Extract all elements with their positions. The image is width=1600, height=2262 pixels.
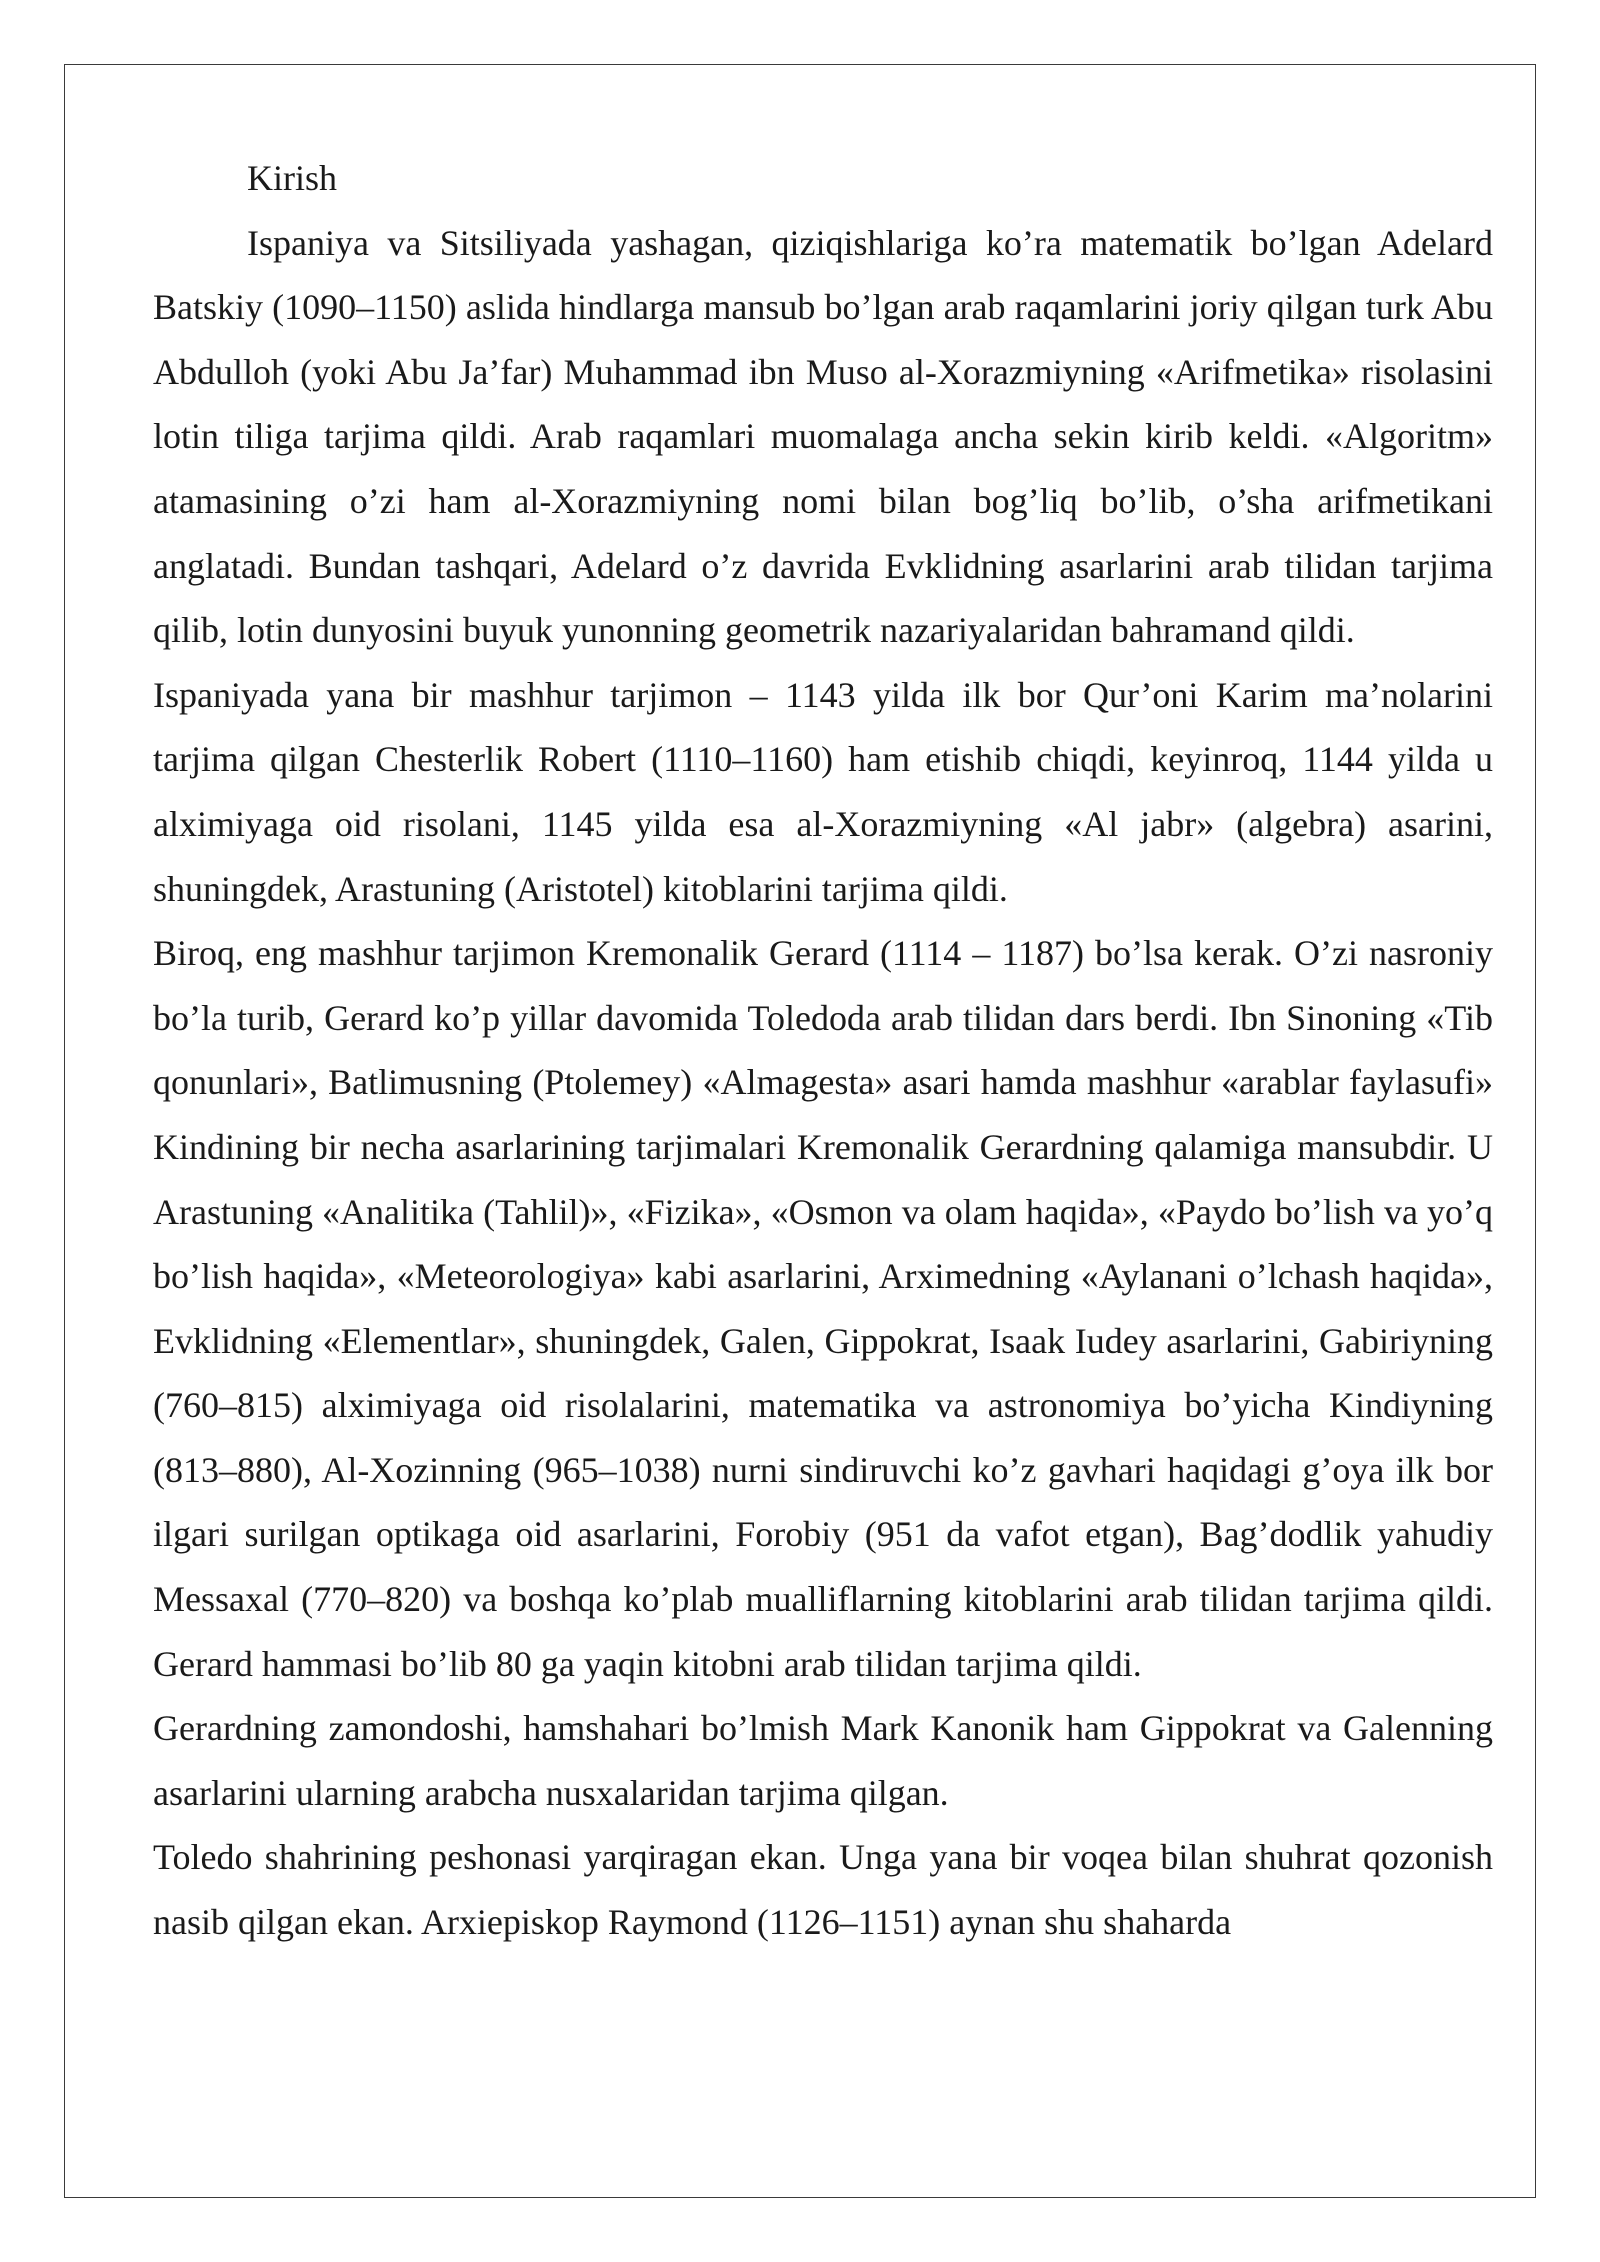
paragraph-mark-kanonik: Gerardning zamondoshi, hamshahari bo’lmish Mark Kanonik ham Gippokrat va Galenning asarlarini ularning arabcha nusxalaridan tarjima qilgan. bbox=[153, 1708, 1493, 1813]
paragraph-toledo: Toledo shahrining peshonasi yarqiragan ekan. Unga yana bir voqea bilan shuhrat qozonish nasib qilgan ekan. Arxiepiskop Raymond (1126–1151) aynan shu shaharda bbox=[153, 1837, 1493, 1943]
paragraph-robert: Ispaniyada yana bir mashhur tarjimon – 1143 yilda ilk bor Qur’oni Karim ma’nolarini tarjima qilgan Chesterlik Robert (1110–1160) ham etishib chiqdi, keyinroq, 1144 yilda u alximiyaga oid risolani, 1145 yilda esa al-Xorazmiyning «Al jabr» (algebra) asarini, shuningdek, Arastuning (Aristotel) kitoblarini tarjima qildi. bbox=[153, 674, 1493, 909]
document-body bbox=[153, 146, 1493, 1955]
paragraph-gerard: Biroq, eng mashhur tarjimon Kremonalik Gerard (1114 – 1187) bo’lsa kerak. O’zi nasroniy bo’la turib, Gerard ko’p yillar davomida Toledoda arab tilidan dars berdi. Ibn Sinoning «Tib qonunlari», Batlimusning (Ptolemey) «Almagesta» asari hamda mashhur «arablar faylasufi» Kindining bir necha asarlarining tarjimalari Kremonalik Gerardning qalamiga mansubdir. U Arastuning «Analitika (Tahlil)», «Fizika», «Osmon va olam haqida», «Paydo bo’lish va yo’q bo’lish haqida», «Meteorologiya» kabi asarlarini, Arximedning «Aylanani o’lchash haqida», Evklidning «Elementlar», shuningdek, Galen, Gippokrat, Isaak Iudey asarlarini, Gabiriyning (760–815) alximiyaga oid risolalarini, matematika va astronomiya bo’yicha Kindiyning (813–880), Al-Xozinning (965–1038) nurni sindiruvchi ko’z gavhari haqidagi g’oya ilk bor ilgari surilgan optikaga oid asarlarini, Forobiy (951 da vafot etgan), Bag’dodlik yahudiy Messaxal (770–820) va boshqa ko’plab mualliflarning kitoblarini arab tilidan tarjima qildi. Gerard hammasi bo’lib 80 ga yaqin kitobni arab tilidan tarjima qildi. bbox=[153, 933, 1493, 1684]
paragraph-adelard: Ispaniya va Sitsiliyada yashagan, qiziqishlariga ko’ra matematik bo’lgan Adelard Batskiy (1090–1150) aslida hindlarga mansub bo’lgan arab raqamlarini joriy qilgan turk Abu Abdulloh (yoki Abu Ja’far) Muhammad ibn Muso al-Xorazmiyning «Arifmetika» risolasini lotin tiliga tarjima qildi. Arab raqamlari muomalaga ancha sekin kirib keldi. «Algoritm» atamasining o’zi ham al-Xorazmiyning nomi bilan bog’liq bo’lib, o’sha arifmetikani anglatadi. Bundan tashqari, Adelard o’z davrida Evklidning asarlarini arab tilidan tarjima qilib, lotin dunyosini buyuk yunonning geometrik nazariyalaridan bahramand qildi. bbox=[153, 222, 1493, 651]
section-heading: Kirish bbox=[247, 158, 337, 198]
